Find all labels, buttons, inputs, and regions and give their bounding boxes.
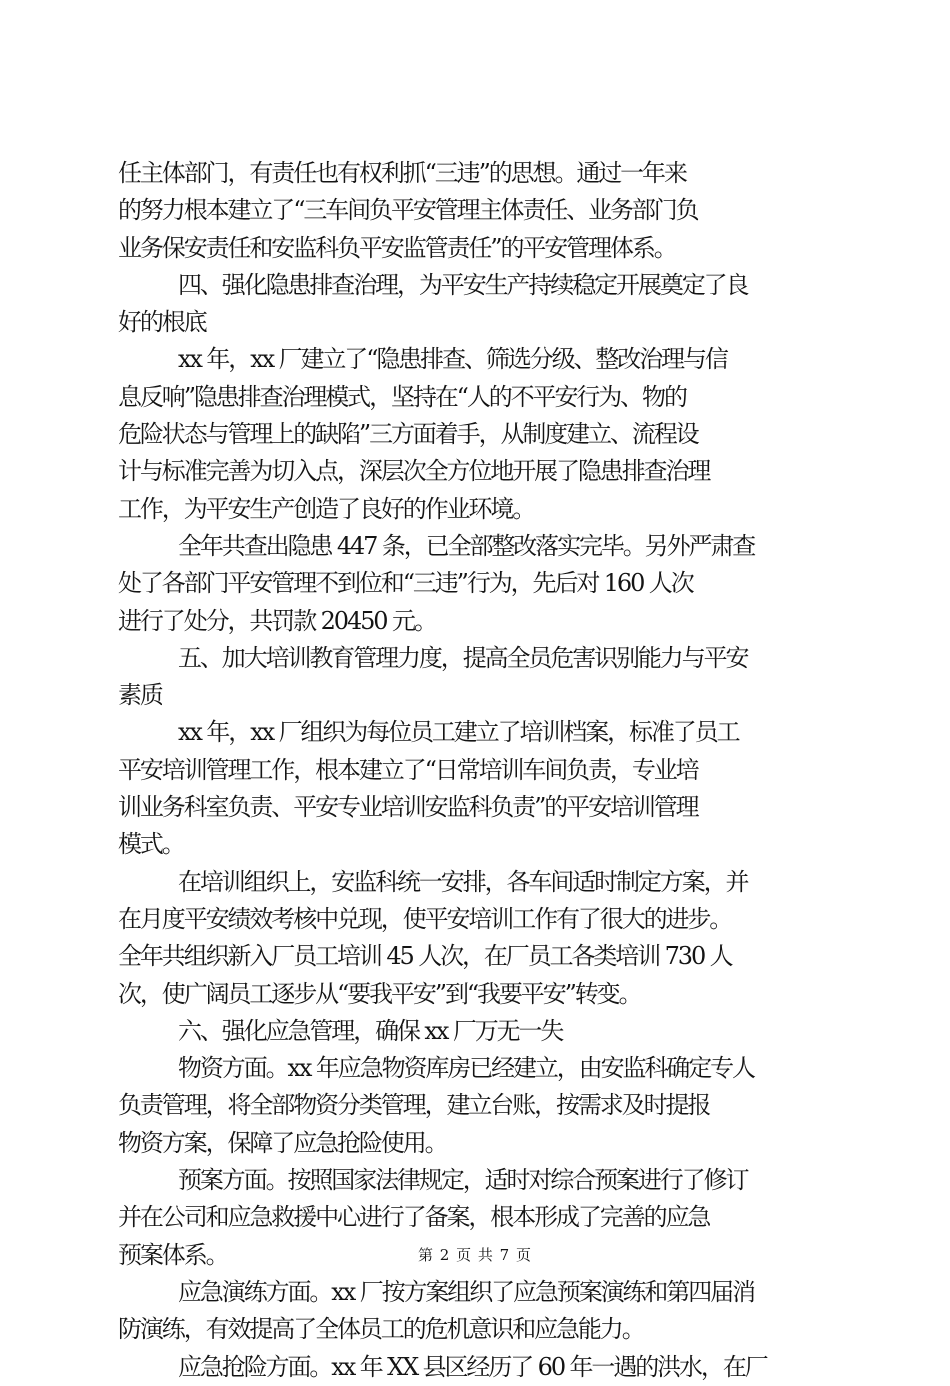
text-line: xx 年，xx 厂建立了“隐患排查、筛选分级、整改治理与信	[178, 345, 727, 374]
text-line: 素质	[118, 681, 162, 710]
text-line: 模式。	[118, 830, 184, 859]
text-line: 物资方面。xx 年应急物资库房已经建立，由安监科确定专人	[178, 1054, 754, 1083]
text-line: 并在公司和应急救援中心进行了备案，根本形成了完善的应急	[118, 1203, 710, 1232]
text-line: 业务保安责任和安监科负平安监管责任”的平安管理体系。	[118, 233, 676, 262]
text-line: 息反响”隐患排查治理模式，坚持在“人的不平安行为、物的	[118, 382, 686, 411]
text-line: 平安培训管理工作，根本建立了“日常培训车间负责，专业培	[118, 755, 698, 784]
text-line: 应急演练方面。xx 厂按方案组织了应急预案演练和第四届消	[178, 1277, 754, 1306]
text-line: 计与标准完善为切入点，深层次全方位地开展了隐患排查治理	[118, 457, 710, 486]
text-line: 五、加大培训教育管理力度，提高全员危害识别能力与平安	[178, 643, 748, 672]
text-line: 在培训组织上，安监科统一安排，各车间适时制定方案，并	[178, 867, 748, 896]
text-line: 在月度平安绩效考核中兑现，使平安培训工作有了很大的进步。	[118, 904, 732, 933]
text-line: 危险状态与管理上的缺陷”三方面着手，从制度建立、流程设	[118, 420, 698, 449]
text-line: 负责管理，将全部物资分类管理，建立台账，按需求及时提报	[118, 1091, 710, 1120]
text-line: 防演练，有效提高了全体员工的危机意识和应急能力。	[118, 1315, 644, 1344]
text-line: 全年共查出隐患 447 条，已全部整改落实完毕。另外严肃查	[178, 531, 755, 560]
text-line: xx 年，xx 厂组织为每位员工建立了培训档案，标准了员工	[178, 718, 739, 747]
page-footer: 第 2 页 共 7 页	[418, 1246, 532, 1264]
text-line: 次，使广阔员工逐步从“要我平安”到“我要平安”转变。	[118, 979, 641, 1008]
document-body	[118, 155, 838, 1386]
text-line: 处了各部门平安管理不到位和“三违”行为，先后对 160 人次	[118, 569, 693, 598]
text-line: 工作，为平安生产创造了良好的作业环境。	[118, 494, 535, 523]
text-line: 任主体部门，有责任也有权利抓“三违”的思想。通过一年来	[118, 159, 686, 187]
text-line: 预案方面。按照国家法律规定，适时对综合预案进行了修订	[178, 1166, 748, 1195]
text-line: 进行了处分，共罚款 20450 元。	[118, 606, 436, 635]
text-line: 训业务科室负责、平安专业培训安监科负责”的平安培训管理	[118, 793, 698, 822]
text-line: 全年共组织新入厂员工培训 45 人次，在厂员工各类培训 730 人	[118, 942, 732, 971]
text-line: 物资方案，保障了应急抢险使用。	[118, 1128, 447, 1157]
text-line: 应急抢险方面。xx 年 XX 县区经历了 60 年一遇的洪水，在厂	[178, 1352, 767, 1381]
text-line: 四、强化隐患排查治理，为平安生产持续稳定开展奠定了良	[178, 270, 748, 299]
text-line: 预案体系。	[118, 1240, 228, 1269]
text-line: 好的根底	[118, 308, 206, 337]
text-line: 的努力根本建立了“三车间负平安管理主体责任、业务部门负	[118, 196, 698, 225]
text-line: 六、强化应急管理，确保 xx 厂万无一失	[178, 1016, 563, 1045]
